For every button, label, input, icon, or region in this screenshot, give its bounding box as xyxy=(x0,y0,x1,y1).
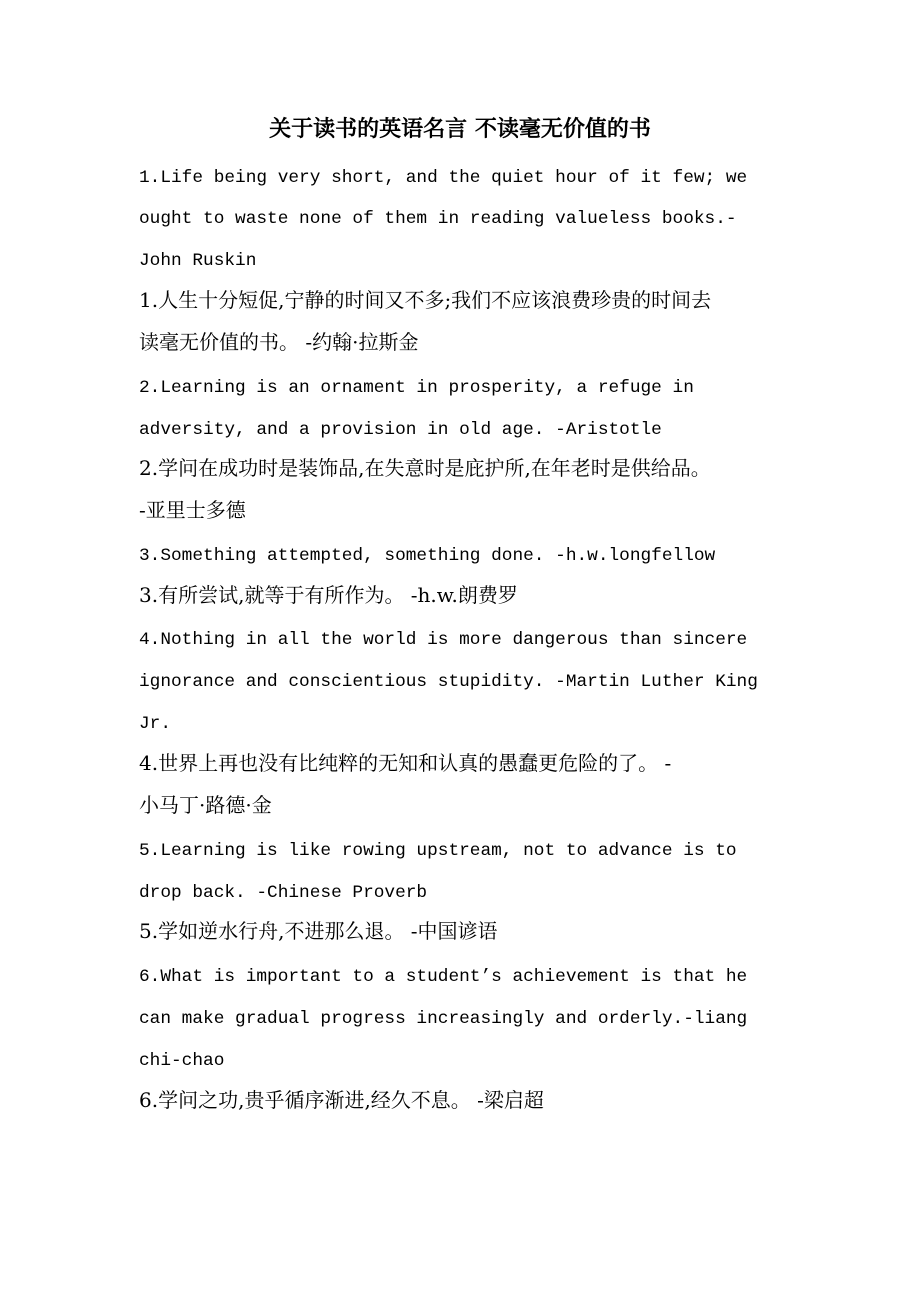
english-quote-line: 6.What is important to a student’s achievement is that he xyxy=(139,967,748,987)
english-quote-line: ought to waste none of them in reading valueless books.- xyxy=(139,209,737,229)
chinese-quote-line: 3.有所尝试,就等于有所作为。 -h.w.朗费罗 xyxy=(139,583,518,607)
chinese-quote-line: 1.人生十分短促,宁静的时间又不多;我们不应该浪费珍贵的时间去 xyxy=(139,288,712,312)
english-quote-line: Jr. xyxy=(139,714,172,734)
english-quote-line: 1.Life being very short, and the quiet hour of it few; we xyxy=(139,168,748,188)
english-quote-line: 2.Learning is an ornament in prosperity, a refuge in xyxy=(139,378,694,398)
english-quote-line: adversity, and a provision in old age. -Aristotle xyxy=(139,420,662,440)
document-title: 关于读书的英语名言 不读毫无价值的书 xyxy=(269,116,651,142)
english-quote-line: John Ruskin xyxy=(139,251,257,271)
chinese-quote-line: 读毫无价值的书。 -约翰·拉斯金 xyxy=(139,330,419,354)
chinese-quote-line: 小马丁·路德·金 xyxy=(139,793,272,817)
english-quote-line: ignorance and conscientious stupidity. -Martin Luther King xyxy=(139,672,758,692)
english-quote-line: can make gradual progress increasingly and orderly.-liang xyxy=(139,1009,748,1029)
chinese-quote-line: 5.学如逆水行舟,不进那么退。 -中国谚语 xyxy=(139,919,498,943)
english-quote-line: drop back. -Chinese Proverb xyxy=(139,883,428,903)
english-quote-line: 3.Something attempted, something done. -h.w.longfellow xyxy=(139,546,716,566)
chinese-quote-line: -亚里士多德 xyxy=(139,498,246,522)
english-quote-line: 5.Learning is like rowing upstream, not to advance is to xyxy=(139,841,737,861)
chinese-quote-line: 6.学问之功,贵乎循序渐进,经久不息。 -梁启超 xyxy=(139,1088,544,1112)
english-quote-line: chi-chao xyxy=(139,1051,225,1071)
english-quote-line: 4.Nothing in all the world is more dangerous than sincere xyxy=(139,630,748,650)
chinese-quote-line: 4.世界上再也没有比纯粹的无知和认真的愚蠢更危险的了。 - xyxy=(139,751,672,775)
chinese-quote-line: 2.学问在成功时是装饰品,在失意时是庇护所,在年老时是供给品。 xyxy=(139,456,711,480)
